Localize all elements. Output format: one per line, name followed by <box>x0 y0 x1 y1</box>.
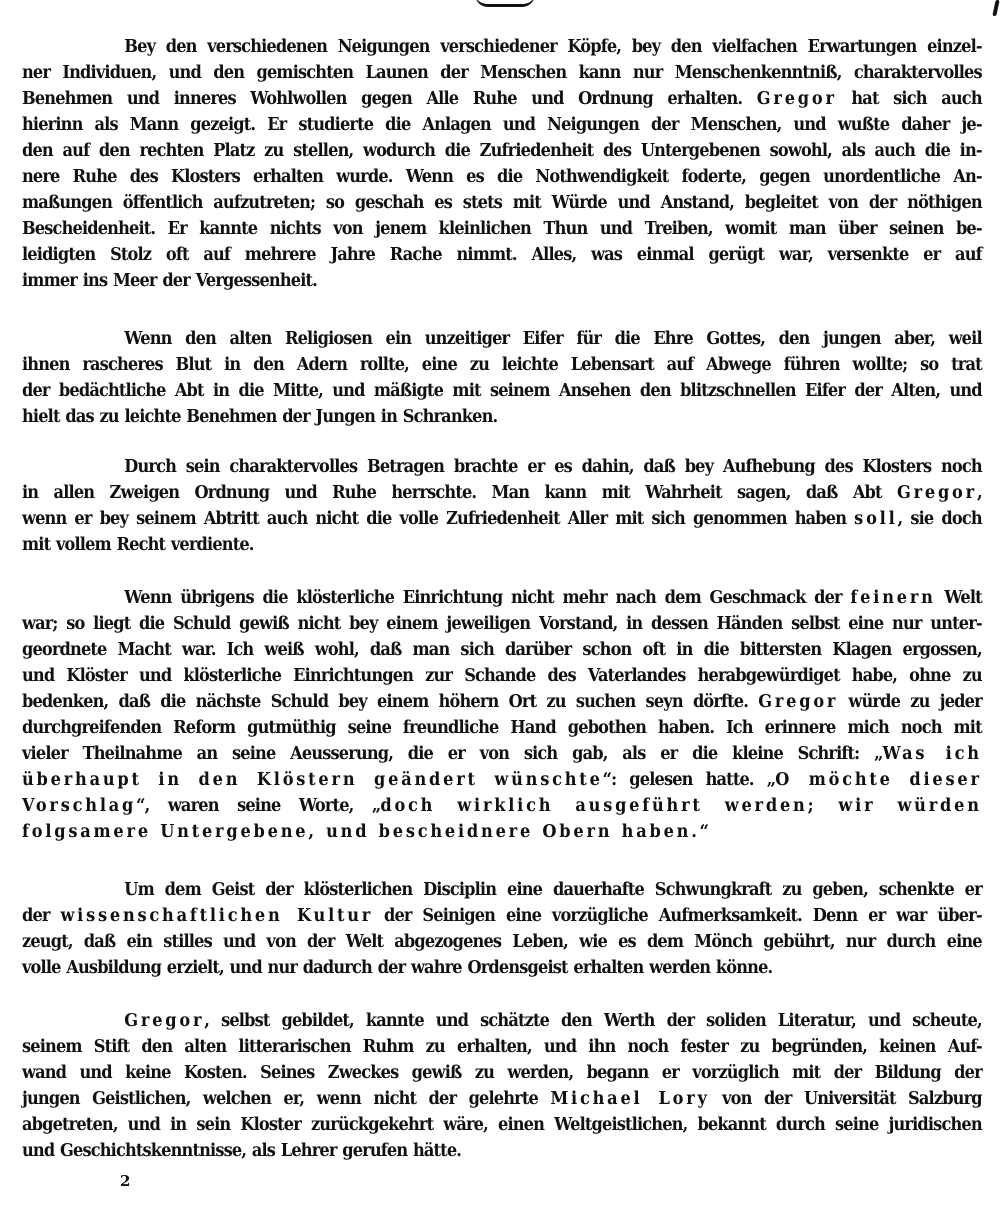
text-line: bedenken, daß die nächste Schuld bey einem höhern Ort zu suchen seyn dörfte. Gregor würde zu jeder <box>22 692 982 712</box>
text-line: folgsamere Untergebene, und bescheidnere Obern haben.“ <box>22 822 709 842</box>
header-ornament-remnant <box>475 0 535 7</box>
text-line: und Geschichtskenntnisse, als Lehrer gerufen hätte. <box>22 1141 462 1161</box>
page-number: 2 <box>120 1172 131 1190</box>
paragraph-2 <box>22 326 982 430</box>
text-line: geordnete Macht war. Ich weiß wohl, daß man sich darüber schon oft in die bittersten Klagen ergossen, <box>22 640 982 660</box>
text-line: Wenn den alten Religiosen ein unzeitiger Eifer für die Ehre Gottes, den jungen aber, weil <box>124 329 982 349</box>
emphasized-text: Gregor <box>124 1011 205 1031</box>
text-line: durchgreifenden Reform gutmüthig seine freundliche Hand gebothen haben. Ich erinnere mich noch mit <box>22 718 982 738</box>
emphasized-text: O möchte dieser <box>775 770 982 790</box>
text-line: Benehmen und inneres Wohlwollen gegen Alle Ruhe und Ordnung erhalten. Gregor hat sich auch <box>22 89 982 109</box>
text-line: ihnen rascheres Blut in den Adern rollte, eine zu leichte Lebensart auf Abwege führen wollte; so trat <box>22 355 982 375</box>
text-line: Durch sein charaktervolles Betragen brachte er es dahin, daß bey Aufhebung des Klosters noch <box>124 457 982 477</box>
emphasized-text: doch wirklich ausgeführt werden; wir würden <box>380 796 982 816</box>
text-line: war; so liegt die Schuld gewiß nicht bey einem jeweiligen Vorstand, in dessen Händen selbst eine nur unter- <box>22 614 982 634</box>
text-line: mit vollem Recht verdiente. <box>22 535 254 555</box>
text-line: volle Ausbildung erzielt, und nur dadurch der wahre Ordensgeist erhalten werden könne. <box>22 958 773 978</box>
text-line: der bedächtliche Abt in die Mitte, und mäßigte mit seinem Ansehen den blitzschnellen Eifer der Alten, und <box>22 381 982 401</box>
paragraph-1 <box>22 34 982 294</box>
emphasized-text: wissenschaftlichen Kultur <box>60 906 374 926</box>
corner-mark <box>992 0 999 16</box>
text-line: vieler Theilnahme an seine Aeusserung, die er von sich gab, als er die kleine Schrift: „Was ich <box>22 744 982 764</box>
text-line: wand und keine Kosten. Seines Zweckes gewiß zu werden, begann er vorzüglich mit der Bildung der <box>22 1063 982 1083</box>
text-line: wenn er bey seinem Abtritt auch nicht die volle Zufriedenheit Aller mit sich genommen haben soll, sie doch <box>22 509 982 529</box>
text-line: hierinn als Mann gezeigt. Er studierte die Anlagen und Neigungen der Menschen, und wußte daher je- <box>22 115 982 135</box>
paragraph-5 <box>22 877 982 981</box>
paragraph-6 <box>22 1008 982 1164</box>
paragraph-4 <box>22 585 982 845</box>
text-line: Bescheidenheit. Er kannte nichts von jenem kleinlichen Thun und Treiben, womit man über seinen be- <box>22 219 982 239</box>
emphasized-text: folgsamere Untergebene, und bescheidnere Obern haben. <box>22 822 700 842</box>
text-line: ner Individuen, und den gemischten Launen der Menschen kann nur Menschenkenntniß, charaktervolles <box>22 63 982 83</box>
text-line: überhaupt in den Klöstern geändert wünschte“: gelesen hatte. „O möchte dieser <box>22 770 982 790</box>
text-line: zeugt, daß ein stilles und von der Welt abgezogenes Leben, wie es dem Mönch gebührt, nur durch eine <box>22 932 982 952</box>
emphasized-text: Michael Lory <box>550 1089 710 1109</box>
emphasized-text: Was ich <box>882 744 982 764</box>
text-line: nere Ruhe des Klosters erhalten wurde. Wenn es die Nothwendigkeit foderte, gegen unordentliche An- <box>22 167 982 187</box>
text-line: seinem Stift den alten litterarischen Ruhm zu erhalten, und ihn noch fester zu begründen, keinen Auf- <box>22 1037 982 1057</box>
text-line: Um dem Geist der klösterlichen Disciplin eine dauerhafte Schwungkraft zu geben, schenkte er <box>124 880 982 900</box>
text-line: Gregor, selbst gebildet, kannte und schätzte den Werth der soliden Literatur, und scheute, <box>124 1011 982 1031</box>
text-line: leidigten Stolz oft auf mehrere Jahre Rache nimmt. Alles, was einmal gerügt war, versenkte er auf <box>22 245 982 265</box>
emphasized-text: überhaupt in den Klöstern geändert wünschte <box>22 770 603 790</box>
text-line: der wissenschaftlichen Kultur der Seinigen eine vorzügliche Aufmerksamkeit. Denn er war über- <box>22 906 982 926</box>
text-line: jungen Geistlichen, welchen er, wenn nicht der gelehrte Michael Lory von der Universität Salzburg <box>22 1089 982 1109</box>
emphasized-text: soll <box>854 509 898 529</box>
text-line: in allen Zweigen Ordnung und Ruhe herrschte. Man kann mit Wahrheit sagen, daß Abt Gregor, <box>22 483 982 503</box>
text-line: Bey den verschiedenen Neigungen verschiedener Köpfe, bey den vielfachen Erwartungen einzel- <box>124 37 982 57</box>
emphasized-text: Gregor <box>758 692 839 712</box>
emphasized-text: Vorschlag <box>22 796 137 816</box>
emphasized-text: Gregor <box>756 89 837 109</box>
emphasized-text: feinern <box>850 588 936 608</box>
text-line: Vorschlag“, waren seine Worte, „doch wirklich ausgeführt werden; wir würden <box>22 796 982 816</box>
text-line: und Klöster und klösterliche Einrichtungen zur Schande des Vaterlandes herabgewürdiget habe, ohne zu <box>22 666 982 686</box>
text-line: hielt das zu leichte Benehmen der Jungen in Schranken. <box>22 407 498 427</box>
text-line: abgetreten, und in sein Kloster zurückgekehrt wäre, einen Weltgeistlichen, bekannt durch seine juridischen <box>22 1115 982 1135</box>
text-line: den auf den rechten Platz zu stellen, wodurch die Zufriedenheit des Untergebenen sowohl, als auch die in- <box>22 141 982 161</box>
text-line: Wenn übrigens die klösterliche Einrichtung nicht mehr nach dem Geschmack der feinern Welt <box>124 588 982 608</box>
emphasized-text: Gregor <box>896 483 977 503</box>
text-line: immer ins Meer der Vergessenheit. <box>22 271 317 291</box>
text-line: maßungen öffentlich aufzutreten; so geschah es stets mit Würde und Anstand, begleitet von der nöthigen <box>22 193 982 213</box>
paragraph-3 <box>22 454 982 558</box>
